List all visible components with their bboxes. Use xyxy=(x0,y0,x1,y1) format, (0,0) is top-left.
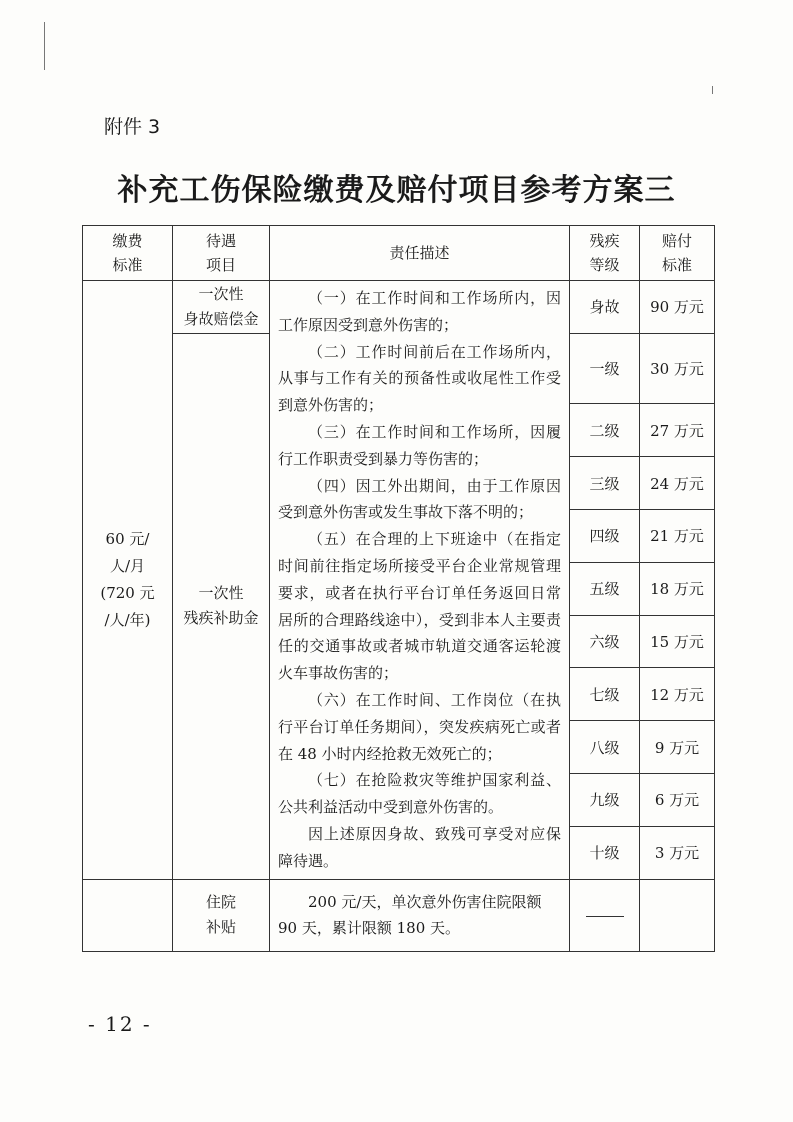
amount-cell: 30 万元 xyxy=(640,333,715,404)
header-payout-standard: 赔付 标准 xyxy=(640,226,715,281)
amount-cell: 3 万元 xyxy=(640,826,715,879)
item-death-compensation: 一次性 身故赔偿金 xyxy=(173,281,270,334)
level-cell: 五级 xyxy=(570,562,640,615)
dash-mark xyxy=(586,916,624,917)
amount-cell: 18 万元 xyxy=(640,562,715,615)
table-row-hospital xyxy=(83,879,715,951)
amount-cell: 15 万元 xyxy=(640,615,715,668)
amount-cell: 27 万元 xyxy=(640,404,715,457)
level-cell: 六级 xyxy=(570,615,640,668)
scan-mark xyxy=(712,86,713,94)
level-cell: 九级 xyxy=(570,773,640,826)
table-row xyxy=(83,281,715,334)
page-title: 补充工伤保险缴费及赔付项目参考方案三 xyxy=(117,173,676,208)
table-header-row xyxy=(83,226,715,281)
item-hospital-subsidy: 住院 补贴 xyxy=(173,879,270,951)
header-disability-level: 残疾 等级 xyxy=(570,226,640,281)
level-cell: 三级 xyxy=(570,457,640,510)
level-cell: 十级 xyxy=(570,826,640,879)
amount-cell: 6 万元 xyxy=(640,773,715,826)
fee-standard-cell: 60 元/ 人/月 (720 元 /人/年) xyxy=(83,281,173,880)
page-number: - 12 - xyxy=(88,1012,152,1036)
scan-mark xyxy=(44,22,45,70)
level-cell: 四级 xyxy=(570,509,640,562)
level-cell: 身故 xyxy=(570,281,640,334)
amount-cell: 12 万元 xyxy=(640,668,715,721)
insurance-plan-table xyxy=(82,225,715,952)
fee-empty-cell xyxy=(83,879,173,951)
item-disability-subsidy: 一次性 残疾补助金 xyxy=(173,333,270,879)
header-description: 责任描述 xyxy=(270,226,570,281)
amount-cell: 90 万元 xyxy=(640,281,715,334)
amount-cell: 24 万元 xyxy=(640,457,715,510)
amount-cell: 9 万元 xyxy=(640,721,715,774)
level-cell: 七级 xyxy=(570,668,640,721)
header-benefit-item: 待遇 项目 xyxy=(173,226,270,281)
amount-empty-cell xyxy=(640,879,715,951)
annex-label: 附件 3 xyxy=(104,116,161,138)
level-cell: 八级 xyxy=(570,721,640,774)
amount-cell: 21 万元 xyxy=(640,509,715,562)
liability-description-cell: （一）在工作时间和工作场所内，因工作原因受到意外伤害的； （二）工作时间前后在工作场所内，从事与工作有关的预备性或收尾性工作受到意外伤害的； （三）在工作时间和工作场所，因履行工作职责受到暴力等伤害的； （四）因工外出期间，由于工作原因受到意外伤害或发生事故下落不明的； （五）在合理的上下班途中（在指定时间前往指定场所接受平台企业常规管理要求，或者在执行平台订单任务返回日常居所的合理路线途中），受到非本人主要责任的交通事故或者城市轨道交通客运轮渡火车事故伤害的； （六）在工作时间、工作岗位（在执行平台订单任务期间），突发疾病死亡或者在 48 小时内经抢救无效死亡的； （七）在抢险救灾等维护国家利益、公共利益活动中受到意外伤害的。 因上述原因身故、致残可享受对应保障待遇。 xyxy=(270,281,570,880)
level-cell: 一级 xyxy=(570,333,640,404)
level-empty-cell xyxy=(570,879,640,951)
level-cell: 二级 xyxy=(570,404,640,457)
header-fee-standard: 缴费 标准 xyxy=(83,226,173,281)
hospital-description-cell: 200 元/天，单次意外伤害住院限额 90 天，累计限额 180 天。 xyxy=(270,879,570,951)
